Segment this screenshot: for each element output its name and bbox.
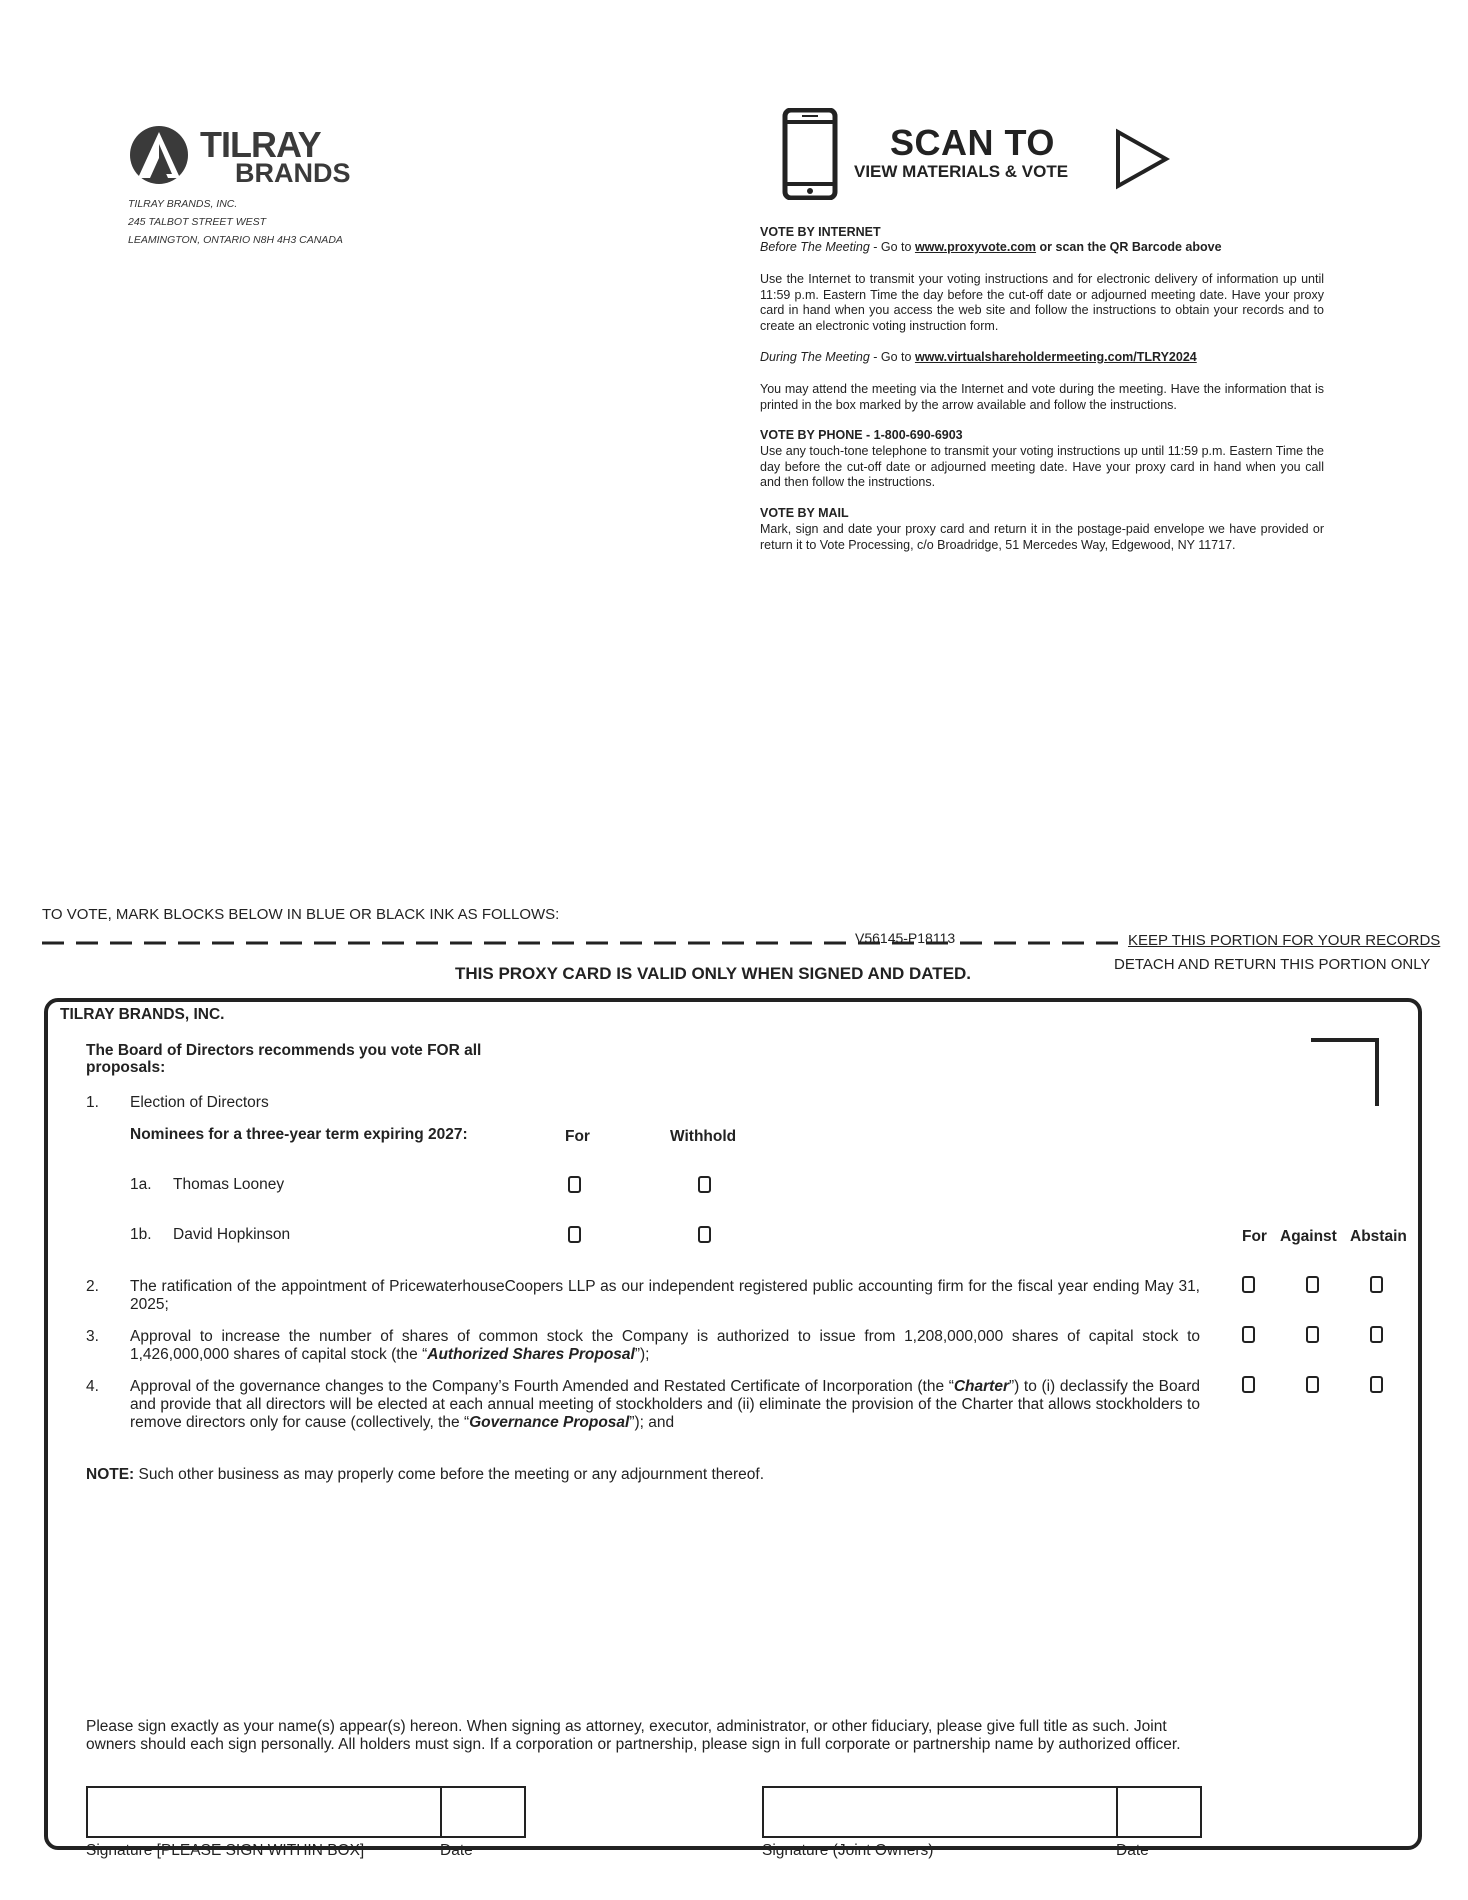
proposal-3-against-checkbox[interactable]: [1306, 1326, 1319, 1343]
joint-signature-label: Signature (Joint Owners): [762, 1842, 934, 1859]
proposal-3-abstain-checkbox[interactable]: [1370, 1326, 1383, 1343]
scan-subtitle: VIEW MATERIALS & VOTE: [854, 162, 1069, 181]
nominee-1b-for-checkbox[interactable]: [568, 1226, 581, 1243]
proposal-3-for-checkbox[interactable]: [1242, 1326, 1255, 1343]
nominee-1a-for-checkbox[interactable]: [568, 1176, 581, 1193]
valid-notice: THIS PROXY CARD IS VALID ONLY WHEN SIGNED AND DATED.: [455, 964, 972, 983]
registration-corner-mark: [1311, 1038, 1379, 1106]
logo-text-tilray: TILRAY: [200, 124, 321, 165]
signature-box[interactable]: [86, 1786, 526, 1838]
col3-against-label: Against: [1280, 1228, 1337, 1245]
virtual-meeting-link[interactable]: www.virtualshareholdermeeting.com/TLRY2024: [914, 350, 1197, 364]
control-code: V56145-P18113: [855, 930, 956, 946]
before-meeting-line: Before The Meeting - Go to www.proxyvote.com or scan the QR Barcode above: [760, 240, 1222, 254]
nominee-1a-number: 1a.: [130, 1176, 152, 1193]
col3-abstain-label: Abstain: [1350, 1228, 1407, 1245]
nominee-1b-number: 1b.: [130, 1226, 152, 1243]
note-line: NOTE: Such other business as may properly come before the meeting or any adjournment thereof.: [86, 1466, 765, 1483]
detach-dashed-line: [42, 940, 1122, 946]
proposal-4-for-checkbox[interactable]: [1242, 1376, 1255, 1393]
address-line-3: LEAMINGTON, ONTARIO N8H 4H3 CANADA: [128, 234, 343, 246]
keep-portion-label: KEEP THIS PORTION FOR YOUR RECORDS: [1128, 932, 1441, 949]
proposal-4-number: 4.: [86, 1378, 99, 1395]
sign-instructions: Please sign exactly as your name(s) appear(s) hereon. When signing as attorney, executor, administrator, or other fiduciary, please give full title as such. Joint owners should each sign personally. All holders must sign. If a corporation or partnership, please sign in full corporate or partnership name by authorized officer.: [86, 1718, 1181, 1753]
signature-date-label: Date: [440, 1842, 473, 1859]
to-vote-instruction: TO VOTE, MARK BLOCKS BELOW IN BLUE OR BLACK INK AS FOLLOWS:: [42, 906, 560, 923]
during-meeting-body: You may attend the meeting via the Internet and vote during the meeting. Have the information that is printed in the box marked by the arrow available and follow the instructions.: [760, 382, 1324, 412]
address-line-1: TILRAY BRANDS, INC.: [128, 198, 238, 210]
signature-date-divider: [440, 1786, 442, 1838]
proposal-2-number: 2.: [86, 1278, 99, 1295]
joint-signature-date-divider: [1116, 1786, 1118, 1838]
nominee-1b-name: David Hopkinson: [173, 1226, 291, 1243]
scan-title: SCAN TO: [890, 122, 1055, 163]
phone-body: Use any touch-tone telephone to transmit your voting instructions up until 11:59 p.m. Eastern Time the day before the cut-off date or adjourned meeting date. Have your proxy card in hand when you call and then follow the instructions.: [760, 444, 1324, 489]
mail-body: Mark, sign and date your proxy card and return it in the postage-paid envelope we have provided or return it to Vote Processing, c/o Broadridge, 51 Mercedes Way, Edgewood, NY 11717.: [760, 522, 1324, 552]
during-meeting-line: During The Meeting - Go to www.virtualshareholdermeeting.com/TLRY2024: [760, 350, 1197, 364]
play-arrow-icon: [1114, 128, 1170, 190]
col-withhold-label: Withhold: [670, 1128, 737, 1145]
phone-heading: VOTE BY PHONE - 1-800-690-6903: [760, 428, 963, 442]
detach-return-label: DETACH AND RETURN THIS PORTION ONLY: [1114, 956, 1431, 973]
proposal-4-against-checkbox[interactable]: [1306, 1376, 1319, 1393]
item1-title: Election of Directors: [130, 1094, 269, 1111]
col3-for-label: For: [1242, 1228, 1267, 1245]
card-company-name: TILRAY BRANDS, INC.: [60, 1006, 225, 1023]
internet-heading: VOTE BY INTERNET: [760, 225, 881, 239]
col-for-label: For: [565, 1128, 590, 1145]
nominee-1a-withhold-checkbox[interactable]: [698, 1176, 711, 1193]
logo-text-brands: BRANDS: [235, 158, 351, 188]
address-line-2: 245 TALBOT STREET WEST: [128, 216, 267, 228]
tilray-logo-icon: [128, 124, 192, 186]
proposal-3-text: Approval to increase the number of shares of common stock the Company is authorized to issue from 1,208,000,000 shares of capital stock to 1,426,000,000 shares of capital stock (the “Authorized Shares Proposal”);: [130, 1328, 1200, 1363]
proposal-4-abstain-checkbox[interactable]: [1370, 1376, 1383, 1393]
proposal-4-text: Approval of the governance changes to the Company’s Fourth Amended and Restated Certificate of Incorporation (the “Charter”) to (i) declassify the Board and provide that all directors will be elected at each annual meeting of stockholders and (ii) eliminate the provision of the Charter that allows stockholders to remove directors only for cause (collectively, the “Governance Proposal”); and: [130, 1378, 1200, 1431]
joint-signature-date-label: Date: [1116, 1842, 1149, 1859]
nominees-heading: Nominees for a three-year term expiring 2027:: [130, 1126, 468, 1143]
mail-heading: VOTE BY MAIL: [760, 506, 849, 520]
proposal-2-against-checkbox[interactable]: [1306, 1276, 1319, 1293]
joint-signature-box[interactable]: [762, 1786, 1202, 1838]
internet-body: Use the Internet to transmit your voting instructions and for electronic delivery of information up until 11:59 p.m. Eastern Time the day before the cut-off date or adjourned meeting date. Have your proxy card in hand when you access the web site and follow the instructions to obtain your records and to create an electronic voting instruction form.: [760, 272, 1324, 333]
proxyvote-link[interactable]: www.proxyvote.com: [914, 240, 1037, 254]
item1-number: 1.: [86, 1094, 99, 1111]
phone-icon: [782, 108, 838, 200]
proposal-3-number: 3.: [86, 1328, 99, 1345]
board-recommendation: The Board of Directors recommends you vote FOR all proposals:: [86, 1042, 482, 1076]
proposal-2-text: The ratification of the appointment of PricewaterhouseCoopers LLP as our independent registered public accounting firm for the fiscal year ending May 31, 2025;: [130, 1278, 1200, 1313]
nominee-1a-name: Thomas Looney: [173, 1176, 285, 1193]
proposal-2-for-checkbox[interactable]: [1242, 1276, 1255, 1293]
nominee-1b-withhold-checkbox[interactable]: [698, 1226, 711, 1243]
signature-label: Signature [PLEASE SIGN WITHIN BOX]: [86, 1842, 365, 1859]
proposal-2-abstain-checkbox[interactable]: [1370, 1276, 1383, 1293]
